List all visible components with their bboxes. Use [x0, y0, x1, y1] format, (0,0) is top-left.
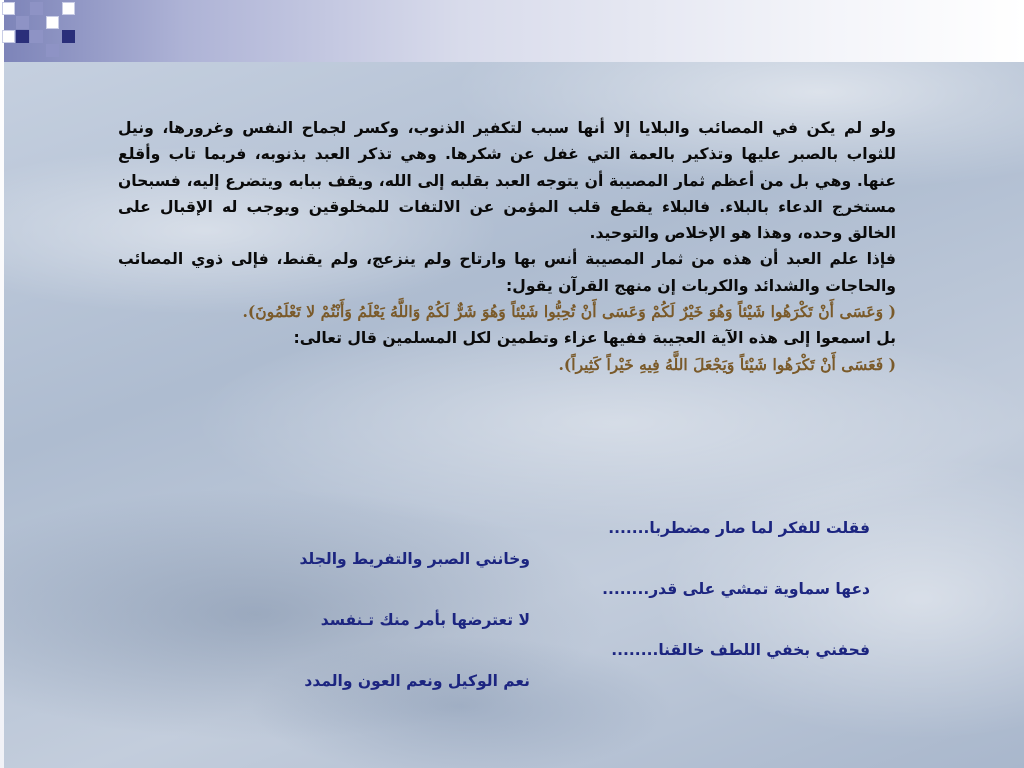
poem-line-2: وخانني الصبر والتفريط والجلد [299, 549, 530, 568]
decor-square [46, 44, 59, 57]
decor-square [62, 2, 75, 15]
quran-verse-2: ( فَعَسَى أَنْ تَكْرَهُوا شَيْئاً وَيَجْعَلَ اللَّهُ فِيهِ خَيْراً كَثِيراً). [558, 354, 896, 374]
decor-square [16, 30, 29, 43]
left-border-strip [0, 0, 4, 768]
poem [270, 513, 878, 696]
decor-square [16, 16, 29, 29]
paragraph-3: بل اسمعوا إلى هذه الآية العجيبة ففيها عزاء وتطمين لكل المسلمين قال تعالى: [293, 329, 896, 348]
decor-square [2, 2, 15, 15]
main-paragraph [118, 115, 896, 378]
poem-line-4: لا تعترضها بأمر منك تـنفسد [320, 610, 530, 629]
poem-line-5: فحفني بخفي اللطف خالقنا........ [611, 641, 870, 659]
paragraph-2: فإذا علم العبد أن هذه من ثمار المصيبة أنس بها وارتاح ولم ينزعج، ولم يقنط، فإلى ذوي المصائب والحاجات والشدائد والكربات إن منهج القرآن يقول: [118, 250, 896, 295]
poem-line-1: فقلت للفكر لما صار مضطربا....... [608, 519, 870, 537]
header-band [0, 0, 1024, 62]
decor-square [2, 30, 15, 43]
decor-square [30, 2, 43, 15]
decor-square [30, 30, 43, 43]
decor-square [46, 16, 59, 29]
decor-square [62, 30, 75, 43]
poem-line-6: نعم الوكيل ونعم العون والمدد [304, 671, 530, 690]
quran-verse-1: ( وَعَسَى أَنْ تَكْرَهُوا شَيْئاً وَهُوَ خَيْرٌ لَكُمْ وَعَسَى أَنْ تُحِبُّوا شَيْئاً وَهُوَ شَرٌّ لَكُمْ وَاللَّهُ يَعْلَمُ وَأَنْتُمْ لا تَعْلَمُونَ). [242, 302, 896, 322]
poem-line-3: دعها سماوية تمشي على قدر........ [602, 580, 870, 598]
paragraph-1: ولو لم يكن في المصائب والبلايا إلا أنها سبب لتكفير الذنوب، وكسر لجماح النفس وغرورها، ونيل للثواب بالصبر عليها وتذكير بالعمة التي غفل عن شكرها. وهي تذكر العبد بذنوبه، فربما تاب وأقلع عنها. وهي بل من أعظم ثمار المصيبة أن يتوجه العبد بقلبه إلى الله، ويقف ببابه ويتضرع إليه، فسبحان مستخرج الدعاء بالبلاء. فالبلاء يقطع قلب المؤمن عن الالتفات للمخلوقين ويوجب له الإقبال على الخالق وحده، وهذا هو الإخلاص والتوحيد. [118, 119, 896, 243]
